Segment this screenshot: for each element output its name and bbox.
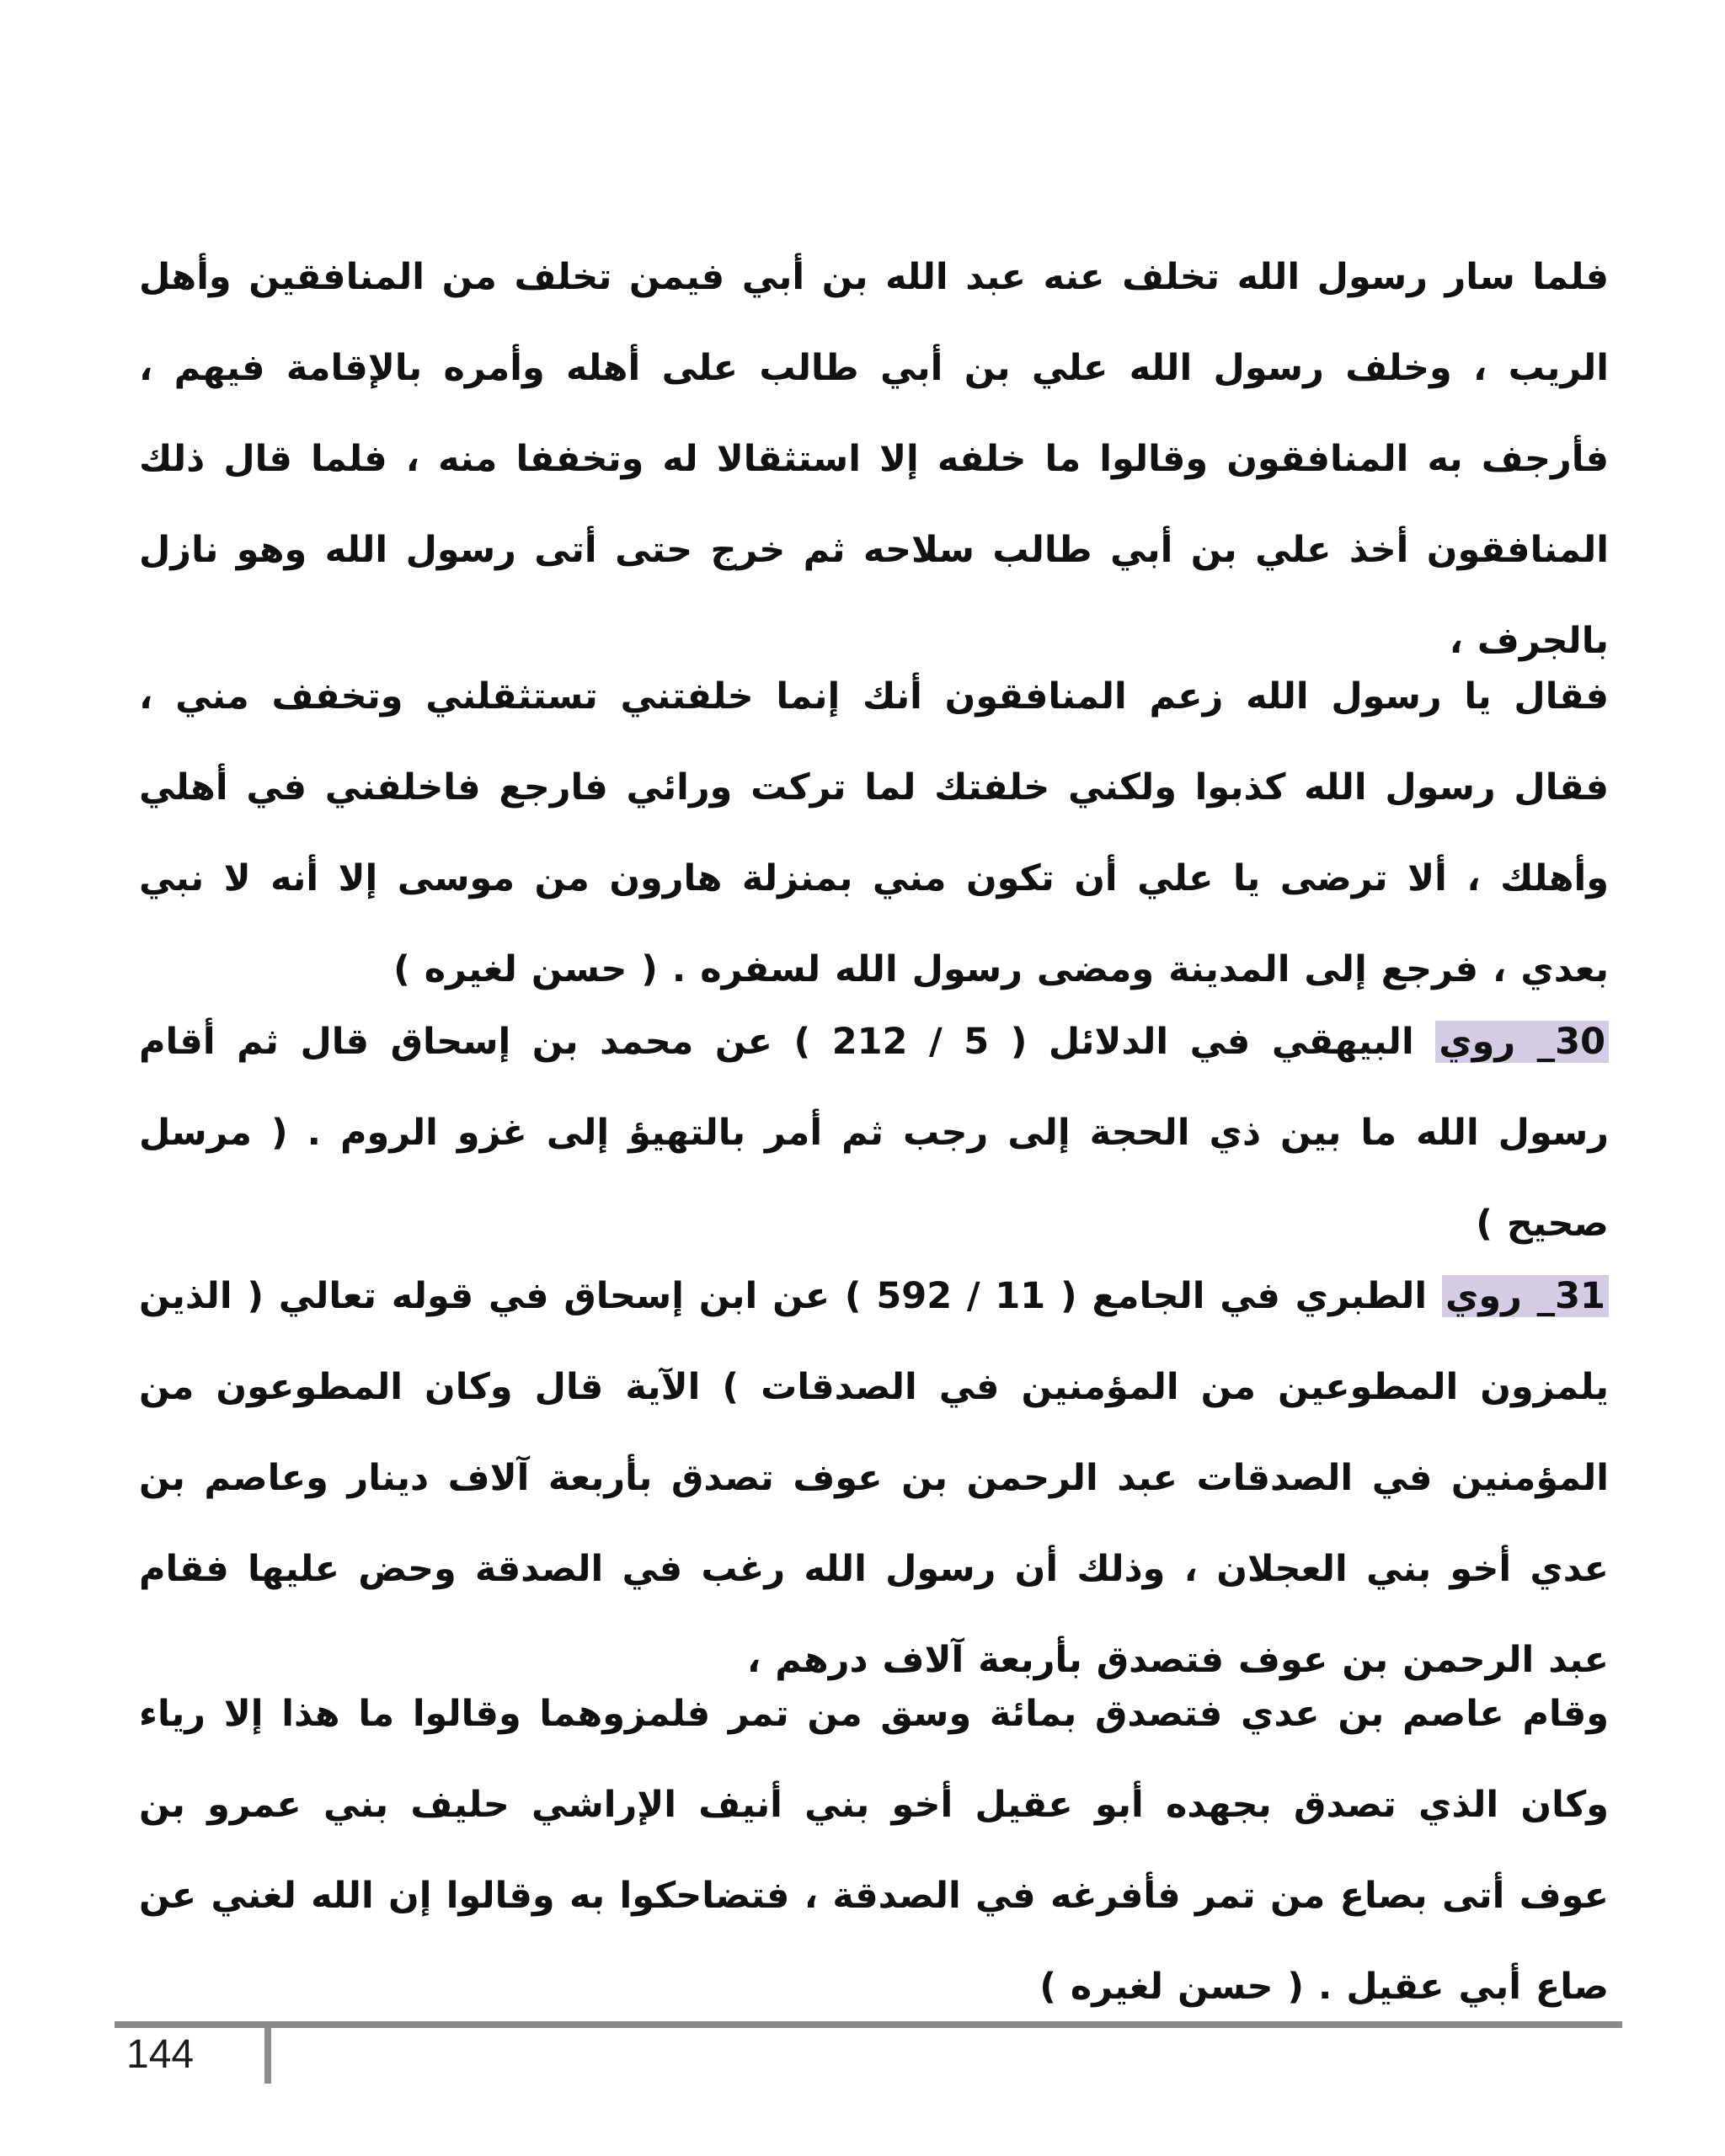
paragraph-3 — [139, 996, 1609, 1269]
footer-rule — [115, 2021, 1622, 2028]
paragraph-1: فلما سار رسول الله تخلف عنه عبد الله بن أبي فيمن تخلف من المنافقين وأهل الريب ، وخلف رسول الله علي بن أبي طالب على أهله وأمره بالإقامة فيهم ، فأرجف به المنافقون وقالوا ما خلفه إلا استثقالا له وتخففا منه ، فلما قال ذلك المنافقون أخذ علي بن أبي طالب سلاحه ثم خرج حتى أتى رسول الله وهو نازل بالجرف ، — [139, 256, 1609, 662]
paragraph-5: وقام عاصم بن عدي فتصدق بمائة وسق من تمر فلمزوهما وقالوا ما هذا إلا رياء وكان الذي تصدق بجهده أبو عقيل أخو بني أنيف الإراشي حليف بني عمرو بن عوف أتى بصاع من تمر فأفرغه في الصدقة ، فتضاحكوا به وقالوا إن الله لغني عن صاع أبي عقيل . ( حسن لغيره ) — [139, 1693, 1609, 2008]
paragraph-3-text: البيهقي في الدلائل ( 5 / 212 ) عن محمد بن إسحاق قال ثم أقام رسول الله ما بين ذي الحجة إلى رجب ثم أمر بالتهيؤ إلى غزو الروم . ( مرسل صحيح ) — [139, 1021, 1609, 1245]
hadith-number-31-highlight: 31_ روي — [1442, 1275, 1609, 1317]
paragraph-4-text: الطبري في الجامع ( 11 / 592 ) عن ابن إسحاق في قوله تعالي ( الذين يلمزون المطوعين من المؤمنين في الصدقات ) الآية قال وكان المطوعون من المؤمنين في الصدقات عبد الرحمن بن عوف تصدق بأربعة آلاف دينار وعاصم بن عدي أخو بني العجلان ، وذلك أن رسول الله رغب في الصدقة وحض عليها فقام عبد الرحمن بن عوف فتصدق بأربعة آلاف درهم ، — [139, 1275, 1609, 1681]
footer-divider-tick — [264, 2026, 271, 2084]
hadith-number-30-highlight: 30_ روي — [1435, 1021, 1609, 1063]
page-number: 144 — [126, 2032, 195, 2077]
paragraph-4 — [139, 1251, 1609, 1705]
paragraph-2: فقال يا رسول الله زعم المنافقون أنك إنما خلفتني تستثقلني وتخفف مني ، فقال رسول الله كذبوا ولكني خلفتك لما تركت ورائي فارجع فاخلفني في أهلي وأهلك ، ألا ترضى يا علي أن تكون مني بمنزلة هارون من موسى إلا أنه لا نبي بعدي ، فرجع إلى المدينة ومضى رسول الله لسفره . ( حسن لغيره ) — [139, 675, 1609, 990]
